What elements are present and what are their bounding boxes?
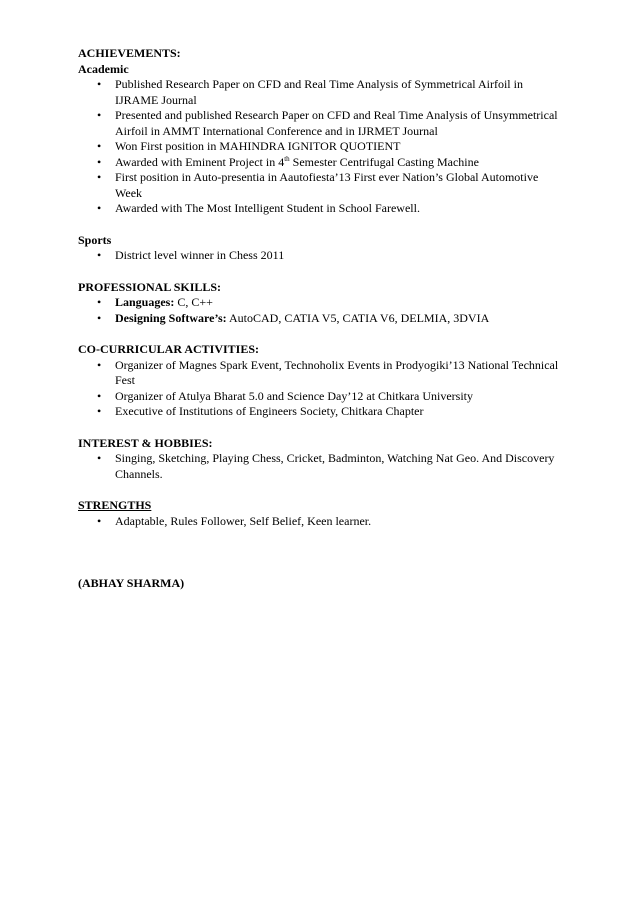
list-item: • Presented and published Research Paper on CFD and Real Time Analysis of Unsymmetrical Airfoil in AMMT International Conference and in IJRMET Journal [78,108,568,139]
list-item: • Published Research Paper on CFD and Real Time Analysis of Symmetrical Airfoil in IJRAME Journal [78,77,568,108]
list-item: • Organizer of Magnes Spark Event, Technoholix Events in Prodyogiki’13 National Technical Fest [78,358,568,389]
interests-heading: INTEREST & HOBBIES: [78,435,213,450]
languages-value: C, C++ [174,295,213,309]
list-item: • Awarded with The Most Intelligent Student in School Farewell. [78,201,568,217]
cocurricular-list [78,358,568,420]
list-item: • Organizer of Atulya Bharat 5.0 and Science Day’12 at Chitkara University [78,389,568,405]
academic-list [78,77,568,217]
list-item: • District level winner in Chess 2011 [78,248,568,264]
list-item [78,311,568,327]
achievements-heading: ACHIEVEMENTS: [78,46,181,60]
strengths-heading: STRENGTHS [78,498,152,512]
signature: (ABHAY SHARMA) [78,576,185,590]
list-item: • First position in Auto-presentia in Aautofiesta’13 First ever Nation’s Global Automotive Week [78,170,568,201]
list-item: • Adaptable, Rules Follower, Self Belief, Keen learner. [78,514,568,530]
strengths-list [78,514,568,530]
software-label: Designing Software’s: [115,310,227,325]
interests-list [78,451,568,482]
skills-heading: PROFESSIONAL SKILLS: [78,279,222,294]
sports-heading: Sports [78,232,112,247]
list-item: • Executive of Institutions of Engineers Society, Chitkara Chapter [78,404,568,420]
list-item: • Won First position in MAHINDRA IGNITOR QUOTIENT [78,139,568,155]
list-item [78,155,568,171]
list-item: • Singing, Sketching, Playing Chess, Cricket, Badminton, Watching Nat Geo. And Discovery Channels. [78,451,568,482]
software-value: AutoCAD, CATIA V5, CATIA V6, DELMIA, 3DVIA [226,310,490,325]
ordinal-superscript: th [284,154,290,163]
skills-list [78,295,568,326]
cocurricular-heading: CO-CURRICULAR ACTIVITIES: [78,342,260,356]
sports-list [78,248,568,264]
eminent-text-suffix: Semester Centrifugal Casting Machine [289,154,479,169]
resume-content [78,46,568,592]
list-item [78,295,568,311]
academic-heading: Academic [78,61,129,76]
eminent-text: Awarded with Eminent Project in 4 [115,154,285,169]
languages-label: Languages: [115,295,175,309]
